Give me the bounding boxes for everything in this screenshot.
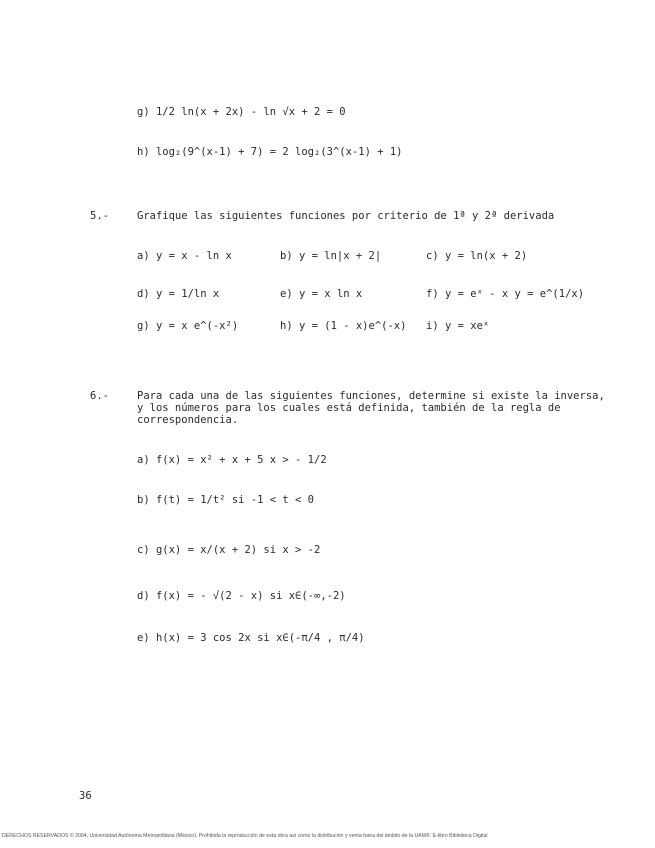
s5-item-h: h) y = (1 - x)e^(-x) bbox=[280, 320, 407, 332]
s6-item-b: b) f(t) = 1/t² si -1 < t < 0 bbox=[137, 494, 315, 506]
s5-item-c: c) y = ln(x + 2) bbox=[426, 250, 528, 262]
section-5-number: 5.- bbox=[90, 210, 109, 222]
s5-item-a: a) y = x - ln x bbox=[137, 250, 232, 262]
s6-item-a: a) f(x) = x² + x + 5 x > - 1/2 bbox=[137, 454, 327, 466]
s5-item-f: f) y = eˣ - x y = e^(1/x) bbox=[426, 288, 585, 300]
s5-item-d: d) y = 1/ln x bbox=[137, 288, 220, 300]
section-5-text: Grafique las siguientes funciones por criterio de 1ª y 2ª derivada bbox=[137, 210, 555, 222]
s6-item-c: c) g(x) = x/(x + 2) si x > -2 bbox=[137, 544, 321, 556]
exercise-g: g) 1/2 ln(x + 2x) - ln √x + 2 = 0 bbox=[137, 106, 346, 118]
s5-item-b: b) y = ln|x + 2| bbox=[280, 250, 382, 262]
page-number: 36 bbox=[79, 790, 92, 802]
section-6-number: 6.- bbox=[90, 390, 109, 402]
exercise-h: h) log₂(9^(x-1) + 7) = 2 log₂(3^(x-1) + 1) bbox=[137, 146, 403, 158]
s5-item-i: i) y = xeˣ bbox=[426, 320, 490, 332]
s6-item-d: d) f(x) = - √(2 - x) si x∈(-∞,-2) bbox=[137, 590, 346, 602]
s6-item-e: e) h(x) = 3 cos 2x si x∈(-π/4 , π/4) bbox=[137, 632, 365, 644]
copyright-footer: DERECHOS RESERVADOS © 2004, Universidad Autónoma Metropolitana (México). Prohibida la reproducción de esta obra así como la distribución y venta fuera del ámbito de la UAM®. E-libro Biblioteca Digital bbox=[2, 833, 488, 839]
s5-item-g: g) y = x e^(-x²) bbox=[137, 320, 239, 332]
section-6-text: Para cada una de las siguientes funciones, determine si existe la inversa, y los números para los cuales está definida, también de la regla de correspondencia. bbox=[137, 390, 605, 426]
s5-item-e: e) y = x ln x bbox=[280, 288, 363, 300]
